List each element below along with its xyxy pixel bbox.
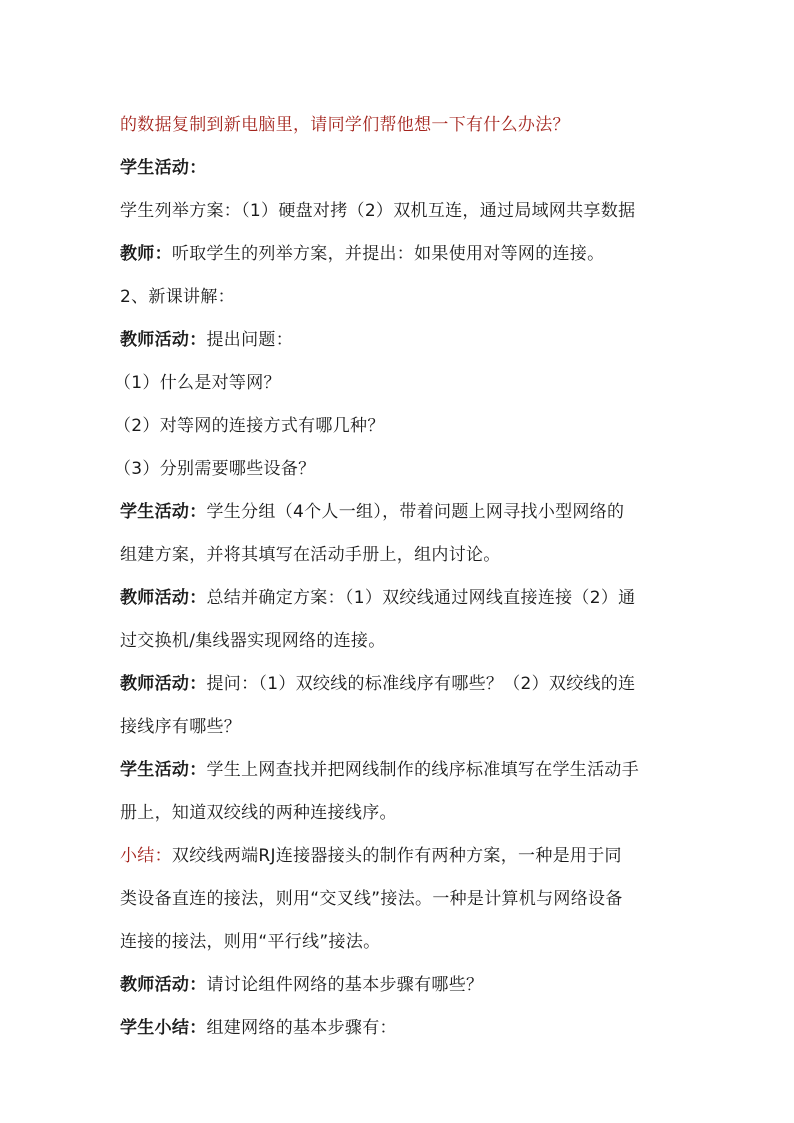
teacher-summary-line: 教师活动：总结并确定方案：（1）双绞线通过网线直接连接（2）通 <box>120 588 636 608</box>
teacher-ask-line: 教师活动：提问：（1）双绞线的标准线序有哪些？（2）双绞线的连 <box>120 674 636 694</box>
teacher-discussion-line: 教师活动：请讨论组件网络的基本步骤有哪些？ <box>120 975 484 995</box>
intro-question-line: 的数据复制到新电脑里，请同学们帮他想一下有什么办法？ <box>120 115 570 135</box>
question-2-line: （2）对等网的连接方式有哪几种？ <box>114 416 385 436</box>
question-3-line: （3）分别需要哪些设备？ <box>114 459 316 479</box>
student-activity-heading: 学生活动： <box>120 158 207 178</box>
student-group-activity-line: 学生活动：学生分组（4个人一组），带着问题上网寻找小型网络的 <box>120 502 625 522</box>
student-research-cont-line: 册上，知道双绞线的两种连接线序。 <box>120 803 397 823</box>
student-research-line: 学生活动：学生上网查找并把网线制作的线序标准填写在学生活动手 <box>120 760 639 780</box>
teacher-summary-cont-line: 过交换机/集线器实现网络的连接。 <box>120 631 386 651</box>
teacher-activity-questions-line: 教师活动：提出问题： <box>120 330 293 350</box>
summary-line: 小结：双绞线两端RJ连接器接头的制作有两种方案，一种是用于同 <box>120 846 622 866</box>
teacher-ask-cont-line: 接线序有哪些？ <box>120 717 242 737</box>
summary-cont-line-2: 连接的接法，则用“平行线”接法。 <box>120 932 381 952</box>
teacher-response-line: 教师：听取学生的列举方案，并提出：如果使用对等网的连接。 <box>120 244 605 264</box>
new-lesson-heading: 2、新课讲解： <box>120 287 235 307</box>
student-group-activity-cont-line: 组建方案，并将其填写在活动手册上，组内讨论。 <box>120 545 501 565</box>
document-page <box>114 104 680 1050</box>
student-summary-line: 学生小结：组建网络的基本步骤有： <box>120 1018 397 1038</box>
student-solutions-line: 学生列举方案：（1）硬盘对拷（2）双机互连，通过局域网共享数据 <box>120 201 636 221</box>
question-1-line: （1）什么是对等网？ <box>114 373 281 393</box>
summary-cont-line-1: 类设备直连的接法，则用“交叉线”接法。一种是计算机与网络设备 <box>120 889 623 909</box>
